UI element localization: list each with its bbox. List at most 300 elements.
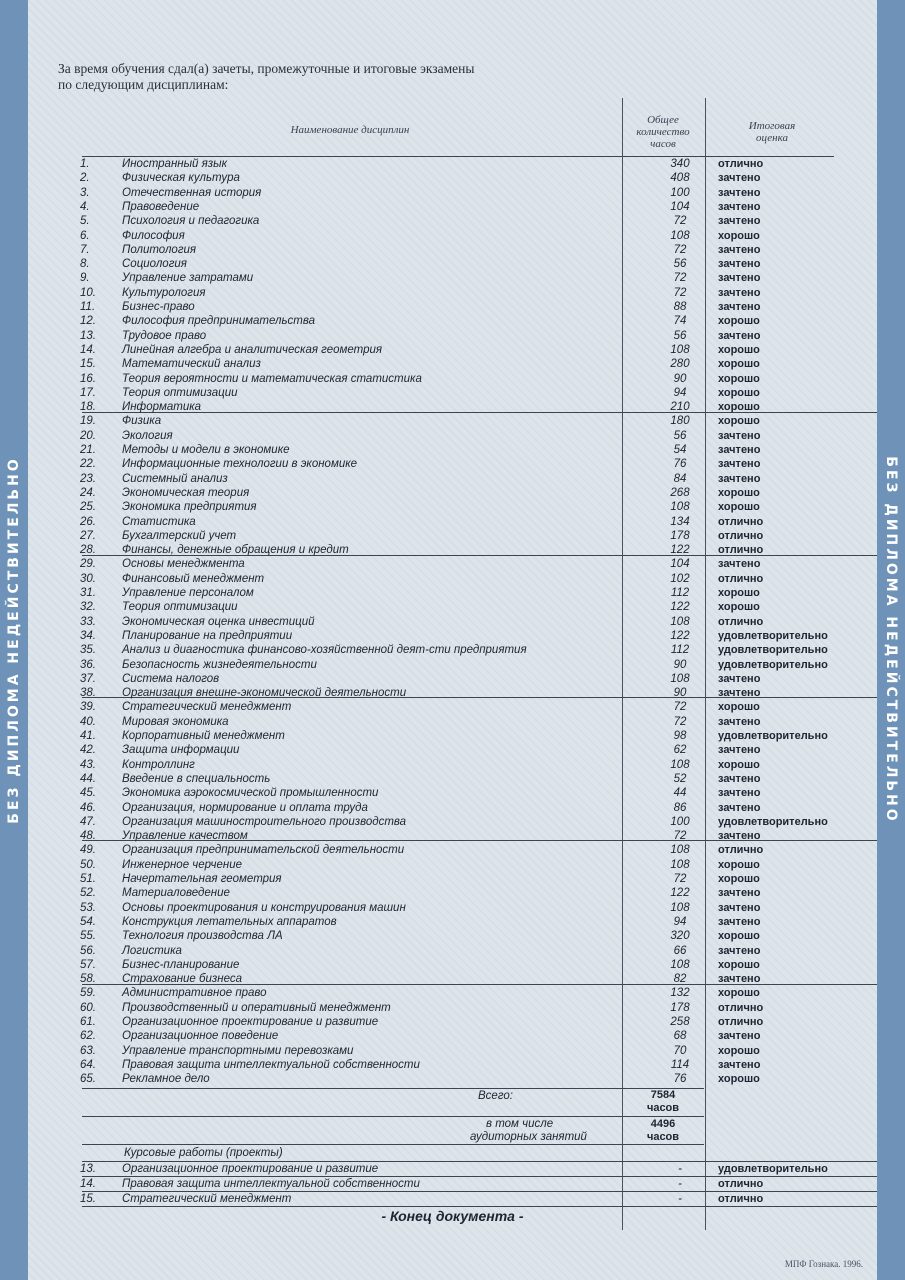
hours-value: 340: [670, 158, 690, 170]
row-number: 15.: [80, 358, 96, 371]
final-grade: зачтено: [718, 901, 761, 914]
table-row: [80, 915, 870, 929]
hours-value: 102: [670, 572, 690, 585]
discipline-name: Логистика: [122, 944, 182, 957]
row-number: 44.: [80, 772, 96, 785]
row-number: 55.: [80, 930, 96, 943]
heading-line-1: За время обучения сдал(а) зачеты, промежуточные и итоговые экзамены: [58, 61, 475, 76]
hours-value: 86: [673, 801, 687, 814]
row-number: 16.: [80, 372, 96, 385]
final-grade: зачтено: [718, 301, 761, 313]
final-grade: удовлетворительно: [718, 629, 828, 642]
table-row: [80, 600, 870, 614]
auditorium-hours-unit: часов: [646, 1131, 680, 1143]
table-row: [80, 243, 870, 257]
table-row: [80, 643, 870, 657]
discipline-name: Методы и модели в экономике: [122, 444, 290, 456]
hours-value: 54: [673, 444, 687, 456]
row-number: 22.: [80, 458, 96, 471]
hours-value: 62: [673, 744, 687, 757]
final-grade: зачтено: [718, 429, 761, 442]
coursework-title: Курсовые работы (проекты): [124, 1147, 283, 1159]
hours-value: 180: [670, 415, 690, 428]
discipline-name: Организационное поведение: [122, 1030, 279, 1043]
row-number: 45.: [80, 787, 96, 800]
table-row: [80, 901, 870, 915]
row-number: 42.: [80, 744, 96, 757]
total-hours-unit: часов: [646, 1102, 680, 1114]
discipline-name: Философия предпринимательства: [122, 315, 315, 328]
hours-value: 90: [673, 372, 687, 385]
table-row: [80, 214, 870, 228]
hours-value: 108: [670, 758, 690, 771]
row-number: 20.: [80, 429, 96, 442]
discipline-name: Основы проектирования и конструирования машин: [122, 901, 406, 914]
row-number: 27.: [80, 529, 96, 542]
hours-value: 76: [673, 458, 687, 471]
hours-value: 132: [670, 987, 690, 1000]
row-number: 59.: [80, 987, 96, 1000]
table-row: [80, 543, 870, 557]
row-number: 26.: [80, 515, 96, 528]
discipline-name: Начертательная геометрия: [122, 873, 282, 885]
row-number: 62.: [80, 1030, 96, 1043]
row-number: 31.: [80, 587, 96, 599]
row-number: 15.: [80, 1193, 96, 1205]
row-number: 29.: [80, 558, 96, 571]
final-grade: зачтено: [718, 944, 761, 957]
final-grade: отлично: [718, 1016, 764, 1028]
discipline-name: Конструкция летательных аппаратов: [122, 915, 337, 928]
printer-imprint: МПФ Гознака. 1996.: [784, 1259, 863, 1269]
table-row: [80, 457, 870, 471]
coursework-row: [80, 1162, 870, 1176]
row-number: 6.: [80, 229, 90, 242]
row-number: 11.: [80, 301, 96, 313]
discipline-name: Основы менеджмента: [122, 558, 245, 571]
table-row: [80, 186, 870, 200]
final-grade: зачтено: [718, 973, 761, 986]
hours-value: 178: [670, 529, 690, 542]
hours-value: 112: [670, 644, 690, 657]
hours-value: 90: [673, 658, 687, 671]
table-row: [80, 1001, 870, 1015]
coursework-row: [80, 1192, 870, 1206]
discipline-name: Трудовое право: [122, 329, 207, 342]
hours-value: 94: [673, 915, 687, 928]
table-row: [80, 286, 870, 300]
row-number: 24.: [80, 486, 96, 499]
hours-value: 68: [673, 1030, 687, 1043]
discipline-name: Финансовый менеджмент: [122, 572, 265, 585]
discipline-name: Экономика аэрокосмической промышленности: [122, 787, 379, 800]
coursework-rule: [82, 1206, 877, 1207]
final-grade: хорошо: [718, 486, 760, 499]
total-hours: [628, 1089, 698, 1115]
row-number: 30.: [80, 572, 96, 585]
hours-value: 268: [670, 486, 690, 499]
hours-value: 82: [673, 973, 687, 986]
discipline-name: Организация предпринимательской деятельности: [122, 844, 405, 857]
hours-value: 104: [670, 200, 690, 213]
discipline-name: Системный анализ: [122, 472, 228, 485]
row-number: 51.: [80, 873, 96, 885]
hours-value: 108: [670, 844, 690, 857]
auditorium-label-2: аудиторных занятий: [470, 1131, 587, 1143]
row-number: 47.: [80, 815, 96, 828]
discipline-name: Иностранный язык: [122, 158, 228, 170]
final-grade: зачтено: [718, 715, 761, 728]
table-row: [80, 557, 870, 571]
table-row: [80, 872, 870, 886]
row-number: 60.: [80, 1001, 96, 1014]
final-grade: хорошо: [718, 343, 760, 356]
hours-value: 56: [673, 329, 687, 342]
row-number: 65.: [80, 1073, 96, 1086]
discipline-name: Стратегический менеджмент: [122, 701, 292, 714]
column-header-name: Наименование дисциплин: [290, 124, 410, 136]
discipline-name: Управление затратами: [122, 272, 254, 285]
row-number: 49.: [80, 844, 96, 857]
row-number: 36.: [80, 658, 96, 671]
final-grade: зачтено: [718, 830, 761, 843]
table-row: [80, 271, 870, 285]
table-row: [80, 443, 870, 457]
final-grade: отлично: [718, 1193, 764, 1205]
row-number: 18.: [80, 401, 96, 414]
hours-value: 280: [670, 358, 690, 371]
row-number: 54.: [80, 915, 96, 928]
row-number: 37.: [80, 672, 96, 685]
heading-line-2: по следующим дисциплинам:: [58, 77, 229, 92]
discipline-name: Бизнес-право: [122, 301, 195, 313]
final-grade: отлично: [718, 572, 764, 585]
hours-value: 178: [670, 1001, 690, 1014]
table-row: [80, 1044, 870, 1058]
final-grade: хорошо: [718, 1073, 760, 1086]
hours-value: 122: [670, 544, 690, 557]
discipline-name: Правовая защита интеллектуальной собственности: [122, 1178, 420, 1190]
discipline-name: Физика: [122, 415, 162, 428]
discipline-name: Организация, нормирование и оплата труда: [122, 801, 368, 814]
row-number: 33.: [80, 615, 96, 628]
table-row: [80, 386, 870, 400]
table-row: [80, 372, 870, 386]
discipline-name: Административное право: [122, 987, 267, 1000]
left-band-text: БЕЗ ДИПЛОМА НЕДЕЙСТВИТЕЛЬНО: [6, 456, 22, 824]
row-number: 48.: [80, 830, 96, 843]
row-number: 38.: [80, 687, 96, 700]
discipline-name: Правоведение: [122, 200, 200, 213]
table-row: [80, 758, 870, 772]
row-number: 25.: [80, 501, 96, 514]
final-grade: отлично: [718, 1001, 764, 1014]
table-row: [80, 300, 870, 314]
row-number: 28.: [80, 544, 96, 557]
table-row: [80, 572, 870, 586]
row-number: 14.: [80, 343, 96, 356]
table-row: [80, 586, 870, 600]
discipline-name: Правовая защита интеллектуальной собственности: [122, 1058, 420, 1071]
discipline-name: Безопасность жизнедеятельности: [122, 658, 317, 671]
row-number: 3.: [80, 186, 90, 199]
table-row: [80, 801, 870, 815]
table-row: [80, 1058, 870, 1072]
hours-value: 100: [670, 815, 690, 828]
row-number: 5.: [80, 215, 90, 228]
table-row: [80, 772, 870, 786]
final-grade: зачтено: [718, 1058, 761, 1071]
table-row: [80, 700, 870, 714]
final-grade: хорошо: [718, 501, 760, 514]
row-number: 46.: [80, 801, 96, 814]
table-row: [80, 886, 870, 900]
row-number: 9.: [80, 272, 90, 285]
table-row: [80, 1015, 870, 1029]
discipline-name: Организация машиностроительного производства: [122, 815, 407, 828]
row-number: 58.: [80, 973, 96, 986]
table-row: [80, 1029, 870, 1043]
discipline-name: Отечественная история: [122, 186, 262, 199]
hours-value: 52: [673, 772, 687, 785]
table-row: [80, 343, 870, 357]
table-row: [80, 672, 870, 686]
final-grade: зачтено: [718, 672, 761, 685]
hours-value: -: [678, 1193, 682, 1205]
table-row: [80, 472, 870, 486]
final-grade: зачтено: [718, 558, 761, 571]
column-header-hours-line-3: часов: [650, 138, 676, 150]
column-header-hours: [622, 114, 704, 150]
discipline-name: Организационное проектирование и развитие: [122, 1016, 379, 1028]
row-number: 2.: [80, 172, 90, 185]
final-grade: зачтено: [718, 243, 761, 256]
column-header-hours-line-2: количество: [636, 126, 690, 138]
left-security-band: [0, 0, 28, 1280]
row-number: 63.: [80, 1044, 96, 1057]
hours-value: 108: [670, 901, 690, 914]
hours-value: 72: [673, 215, 687, 228]
hours-value: 88: [673, 301, 687, 313]
total-hours-value: 7584: [650, 1089, 676, 1101]
hours-value: 108: [670, 958, 690, 971]
total-label: Всего:: [478, 1090, 513, 1102]
table-row: [80, 171, 870, 185]
hours-value: 134: [670, 515, 690, 528]
discipline-name: Линейная алгебра и аналитическая геометрия: [122, 343, 383, 356]
discipline-name: Культурология: [122, 286, 206, 299]
discipline-name: Политология: [122, 243, 197, 256]
hours-value: 122: [670, 601, 690, 614]
discipline-name: Производственный и оперативный менеджмент: [122, 1001, 391, 1014]
table-row: [80, 986, 870, 1000]
final-grade: отлично: [718, 515, 764, 528]
final-grade: хорошо: [718, 372, 760, 385]
row-number: 32.: [80, 601, 96, 614]
final-grade: хорошо: [718, 858, 760, 871]
hours-value: 408: [670, 172, 690, 185]
final-grade: зачтено: [718, 801, 761, 814]
final-grade: удовлетворительно: [718, 815, 828, 828]
hours-value: 122: [670, 629, 690, 642]
hours-value: 56: [673, 258, 687, 271]
final-grade: зачтено: [718, 215, 761, 228]
discipline-name: Управление качеством: [122, 830, 248, 843]
row-number: 8.: [80, 258, 90, 271]
hours-value: 84: [673, 472, 687, 485]
final-grade: хорошо: [718, 415, 760, 428]
final-grade: зачтено: [718, 172, 761, 185]
end-of-document: - Конец документа -: [381, 1208, 524, 1224]
discipline-name: Теория оптимизации: [122, 386, 238, 399]
hours-value: 72: [673, 701, 687, 714]
discipline-name: Теория вероятности и математическая статистика: [122, 372, 422, 385]
discipline-name: Психология и педагогика: [122, 215, 260, 228]
auditorium-label-1: в том числе: [486, 1118, 554, 1130]
hours-value: 108: [670, 343, 690, 356]
final-grade: удовлетворительно: [718, 658, 828, 671]
final-grade: хорошо: [718, 386, 760, 399]
hours-value: 108: [670, 615, 690, 628]
discipline-name: Организационное проектирование и развитие: [122, 1163, 379, 1175]
table-row: [80, 786, 870, 800]
hours-value: 108: [670, 672, 690, 685]
final-grade: хорошо: [718, 987, 760, 1000]
final-grade: зачтено: [718, 744, 761, 757]
hours-value: 104: [670, 558, 690, 571]
table-row: [80, 229, 870, 243]
hours-value: -: [678, 1178, 682, 1190]
final-grade: зачтено: [718, 887, 761, 900]
row-number: 34.: [80, 629, 96, 642]
hours-value: 56: [673, 429, 687, 442]
final-grade: зачтено: [718, 915, 761, 928]
final-grade: отлично: [718, 844, 764, 857]
discipline-name: Философия: [122, 229, 185, 242]
table-row: [80, 972, 870, 986]
final-grade: отлично: [718, 615, 764, 628]
hours-value: 72: [673, 272, 687, 285]
discipline-name: Страхование бизнеса: [122, 973, 242, 986]
table-row: [80, 400, 870, 414]
discipline-name: Статистика: [122, 515, 196, 528]
row-number: 17.: [80, 386, 96, 399]
final-grade: отлично: [718, 544, 764, 557]
table-row: [80, 715, 870, 729]
hours-value: 72: [673, 830, 687, 843]
table-row: [80, 429, 870, 443]
table-row: [80, 686, 870, 700]
final-grade: зачтено: [718, 272, 761, 285]
table-row: [80, 157, 870, 171]
table-row: [80, 815, 870, 829]
final-grade: зачтено: [718, 787, 761, 800]
final-grade: удовлетворительно: [718, 1163, 828, 1175]
page-heading: [58, 61, 474, 93]
final-grade: хорошо: [718, 358, 760, 371]
discipline-name: Управление персоналом: [122, 587, 254, 599]
discipline-name: Информационные технологии в экономике: [122, 458, 358, 471]
hours-value: 108: [670, 858, 690, 871]
discipline-name: Система налогов: [122, 672, 220, 685]
discipline-name: Контроллинг: [122, 758, 195, 771]
hours-value: 114: [670, 1058, 690, 1071]
table-row: [80, 929, 870, 943]
final-grade: зачтено: [718, 329, 761, 342]
discipline-name: Экология: [122, 429, 173, 442]
final-grade: зачтено: [718, 200, 761, 213]
row-number: 10.: [80, 286, 96, 299]
hours-value: 108: [670, 229, 690, 242]
column-header-hours-line-1: Общее: [647, 114, 679, 126]
row-number: 12.: [80, 315, 96, 328]
hours-value: 74: [673, 315, 687, 328]
row-number: 39.: [80, 701, 96, 714]
row-number: 14.: [80, 1178, 96, 1190]
discipline-name: Организация внешне-экономической деятельности: [122, 687, 407, 700]
final-grade: хорошо: [718, 587, 760, 599]
row-number: 61.: [80, 1016, 96, 1028]
table-row: [80, 629, 870, 643]
auditorium-hours: [628, 1118, 698, 1144]
row-number: 52.: [80, 887, 96, 900]
final-grade: удовлетворительно: [718, 644, 828, 657]
final-grade: хорошо: [718, 930, 760, 943]
table-row: [80, 658, 870, 672]
discipline-name: Бухгалтерский учет: [122, 529, 237, 542]
coursework-row: [80, 1177, 870, 1191]
discipline-name: Экономика предприятия: [122, 501, 257, 514]
discipline-name: Экономическая оценка инвестиций: [122, 615, 315, 628]
row-number: 43.: [80, 758, 96, 771]
final-grade: хорошо: [718, 229, 760, 242]
hours-value: -: [678, 1163, 682, 1175]
discipline-name: Анализ и диагностика финансово-хозяйственной деят-сти предприятия: [122, 644, 527, 657]
final-grade: зачтено: [718, 472, 761, 485]
row-number: 50.: [80, 858, 96, 871]
final-grade: удовлетворительно: [718, 730, 828, 742]
total-divider: [82, 1116, 704, 1117]
final-grade: хорошо: [718, 701, 760, 714]
hours-value: 72: [673, 715, 687, 728]
hours-value: 122: [670, 887, 690, 900]
table-row: [80, 314, 870, 328]
row-number: 19.: [80, 415, 96, 428]
column-header-grade-line-1: Итоговая: [748, 120, 796, 132]
hours-value: 258: [670, 1016, 690, 1028]
table-row: [80, 843, 870, 857]
row-number: 1.: [80, 158, 90, 170]
table-row: [80, 529, 870, 543]
row-number: 56.: [80, 944, 96, 957]
final-grade: хорошо: [718, 601, 760, 614]
discipline-name: Планирование на предприятии: [122, 629, 293, 642]
discipline-name: Технология производства ЛА: [122, 930, 283, 943]
table-row: [80, 958, 870, 972]
final-grade: хорошо: [718, 401, 760, 414]
row-number: 7.: [80, 243, 90, 256]
discipline-name: Финансы, денежные обращения и кредит: [122, 544, 349, 557]
row-number: 53.: [80, 901, 96, 914]
final-grade: хорошо: [718, 958, 760, 971]
hours-value: 108: [670, 501, 690, 514]
final-grade: отлично: [718, 529, 764, 542]
total-divider: [82, 1144, 704, 1145]
final-grade: отлично: [718, 1178, 764, 1190]
row-number: 13.: [80, 1163, 96, 1175]
hours-value: 98: [673, 730, 687, 742]
final-grade: отлично: [718, 158, 764, 170]
